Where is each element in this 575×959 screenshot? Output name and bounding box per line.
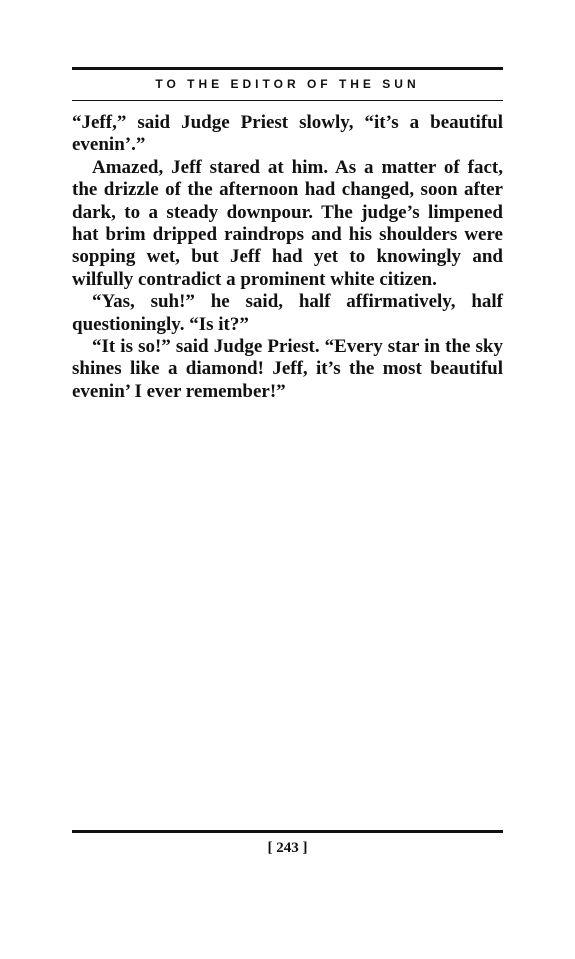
header-rule-bottom — [72, 100, 503, 101]
running-head: TO THE EDITOR OF THE SUN — [155, 77, 420, 91]
paragraph: “Yas, suh!” he said, half affirmatively, half questioningly. “Is it?” — [72, 291, 503, 335]
header-rule-top — [72, 67, 503, 70]
footer-rule — [72, 830, 503, 833]
paragraph: Amazed, Jeff stared at him. As a matter of fact, the drizzle of the afternoon had changed, soon after dark, to a steady downpour. The judge’s limpened hat brim dripped raindrops and his shoulders were sopping wet, but Jeff had yet to knowingly and wilfully contradict a prominent white citizen. — [72, 156, 503, 290]
paragraph: “Jeff,” said Judge Priest slowly, “it’s a beautiful evenin’.” — [72, 112, 503, 156]
body-text — [72, 112, 503, 403]
page-number: [ 243 ] — [267, 840, 308, 856]
paragraph: “It is so!” said Judge Priest. “Every star in the sky shines like a diamond! Jeff, it’s the most beautiful evenin’ I ever remember!” — [72, 336, 503, 402]
